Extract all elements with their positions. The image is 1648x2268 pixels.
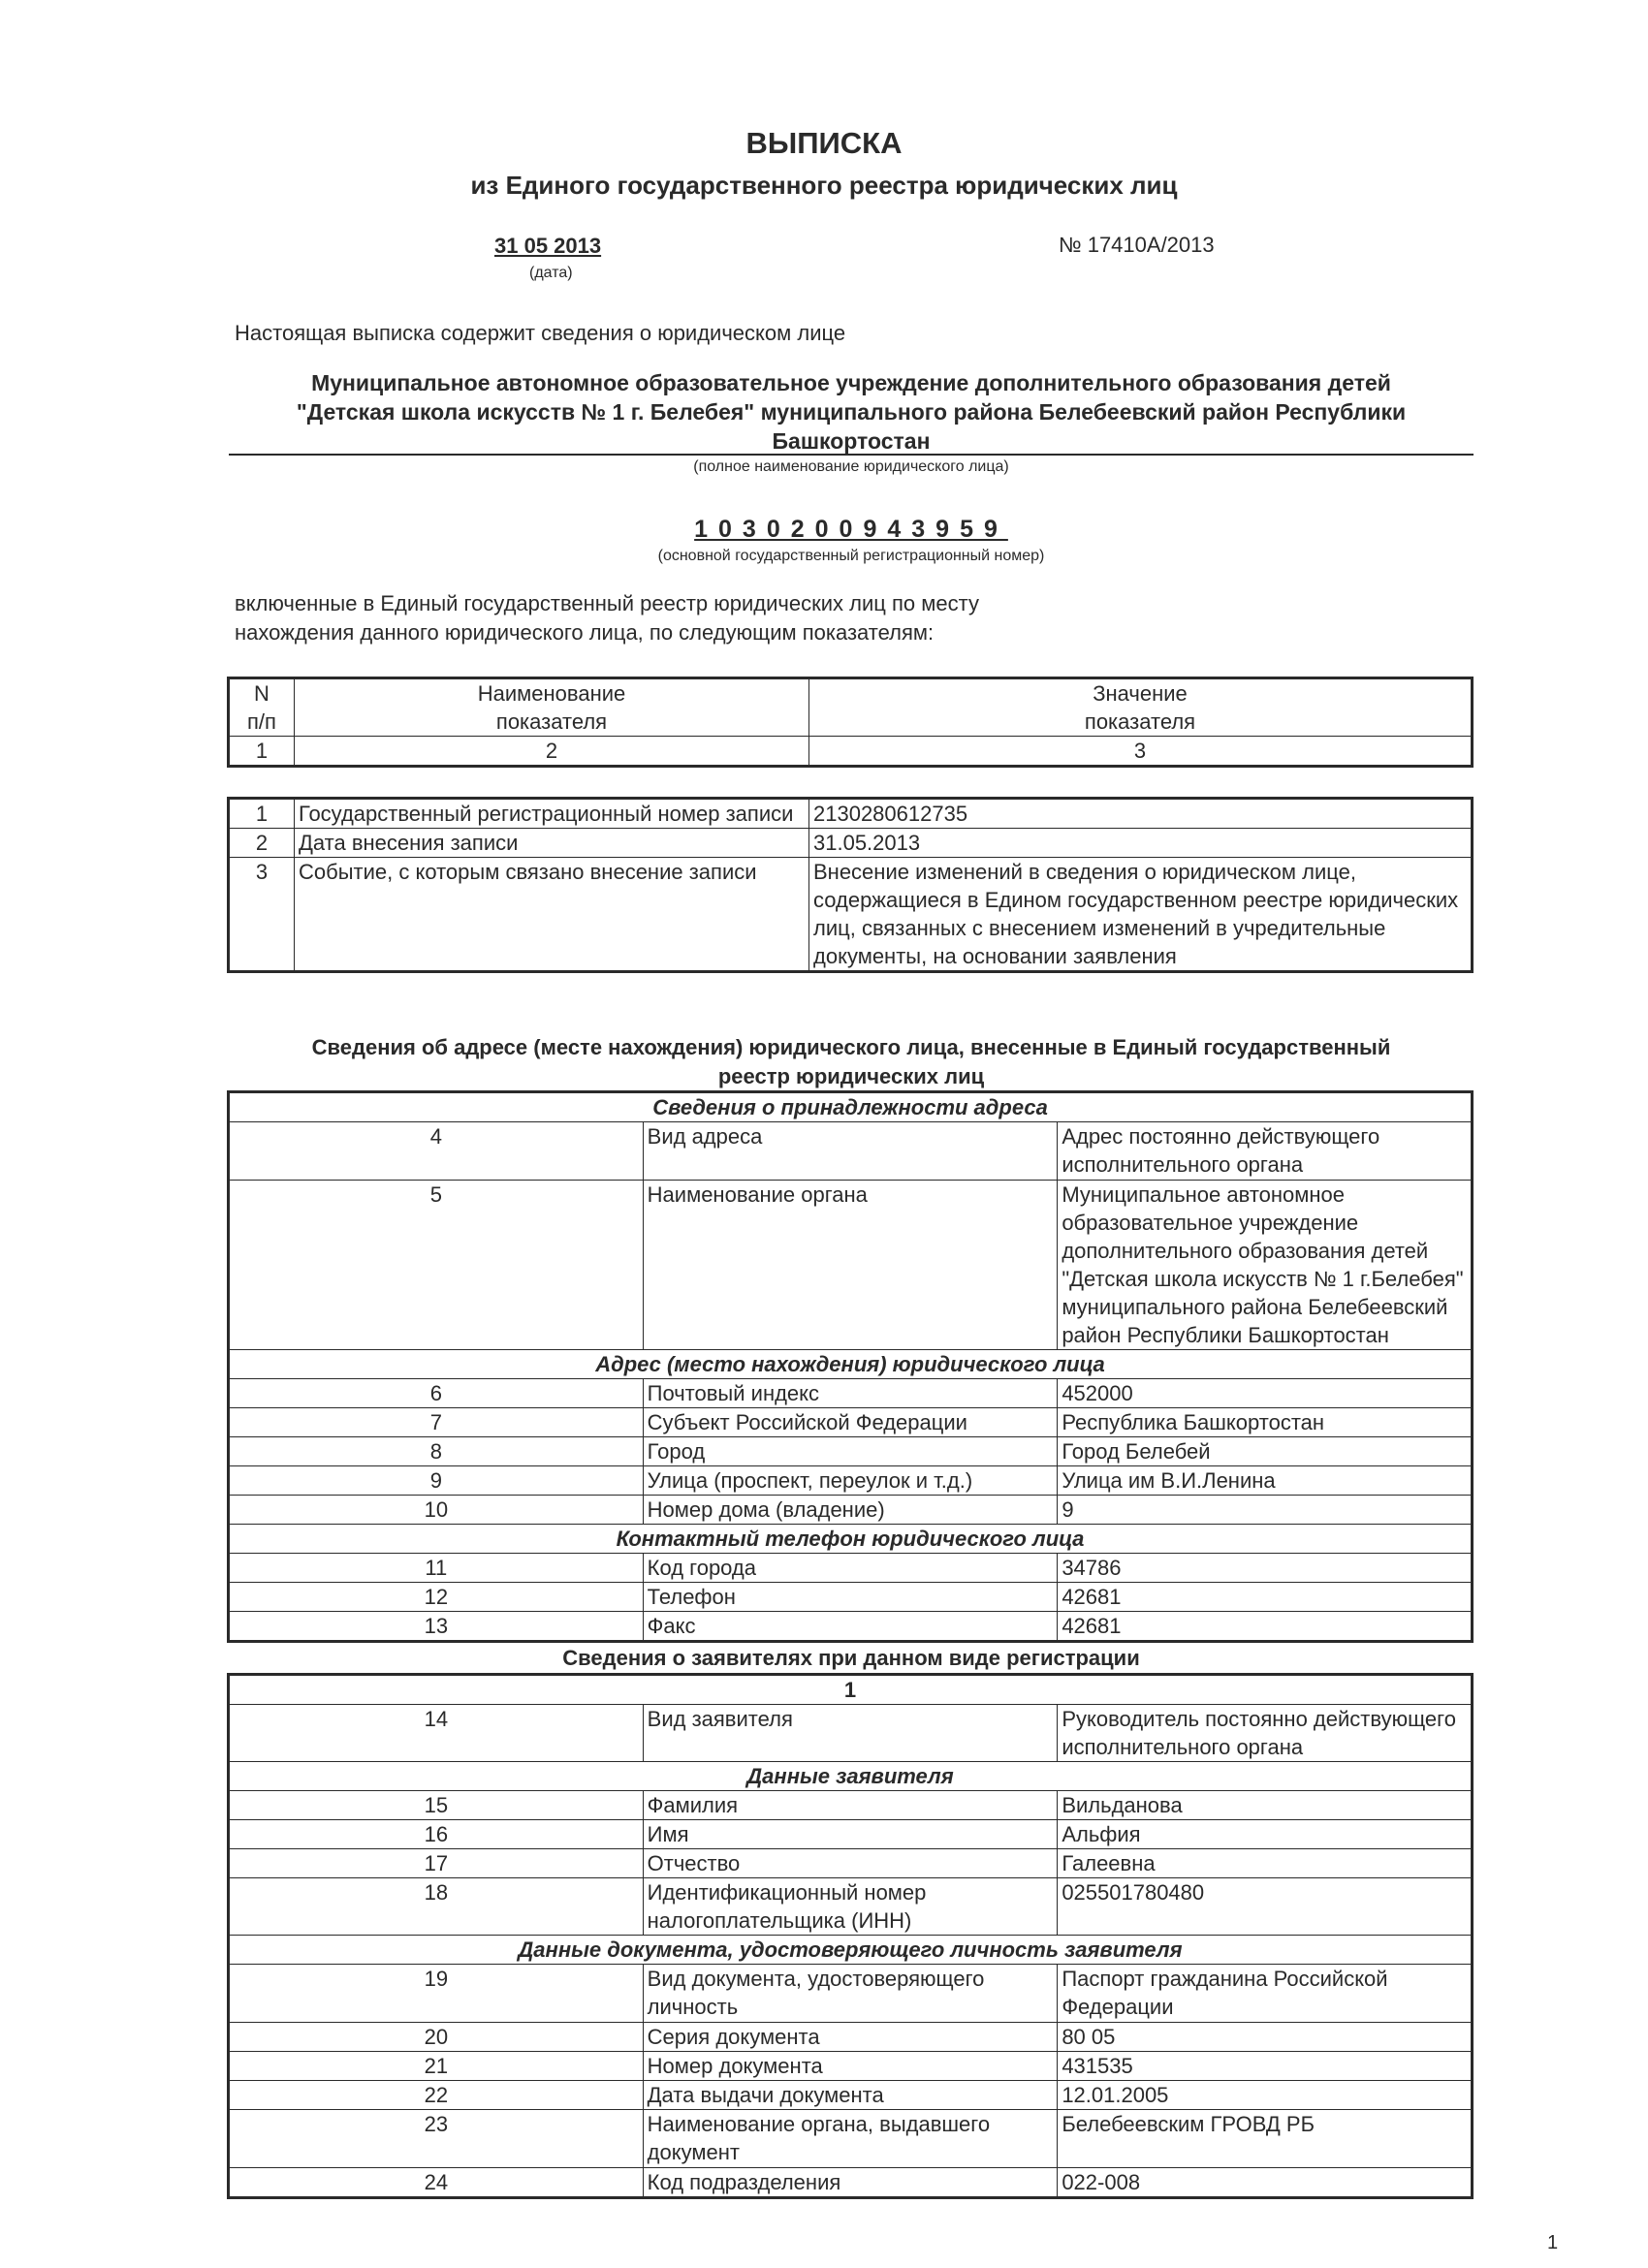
applicant-index: 1: [229, 1675, 1473, 1705]
indicator-value: 12.01.2005: [1058, 2081, 1473, 2110]
row-number: 7: [229, 1408, 644, 1437]
intro-text: Настоящая выписка содержит сведения о юридическом лице: [235, 321, 846, 345]
header-index-cell: 2: [295, 737, 809, 767]
record-table: [227, 797, 1474, 973]
row-number: 22: [229, 2081, 644, 2110]
date-caption: (дата): [529, 265, 573, 281]
table-row: [229, 1878, 1473, 1936]
row-number: 4: [229, 1122, 644, 1181]
row-number: 2: [229, 829, 295, 858]
table-row: [229, 1181, 1473, 1350]
indicator-name: Телефон: [643, 1583, 1058, 1612]
header-index-cell: 3: [809, 737, 1473, 767]
table-row: [229, 1965, 1473, 2023]
document-title: ВЫПИСКА: [745, 126, 903, 160]
indicator-name: Наименование органа, выдавшего документ: [643, 2110, 1058, 2168]
indicator-name: Государственный регистрационный номер записи: [295, 799, 809, 829]
entity-name-line: Муниципальное автономное образовательное учреждение дополнительного образования детей: [311, 370, 1391, 395]
issue-date: 31 05 2013: [494, 234, 602, 258]
table-row: [229, 1820, 1473, 1849]
row-number: 21: [229, 2052, 644, 2081]
indicator-value: 025501780480: [1058, 1878, 1473, 1936]
indicator-name: Вид документа, удостоверяющего личность: [643, 1965, 1058, 2023]
indicator-name: Город: [643, 1437, 1058, 1466]
subsection-header: Данные документа, удостоверяющего личность заявителя: [229, 1936, 1473, 1965]
table-row: [229, 858, 1473, 972]
entity-name-line: Башкортостан: [772, 428, 931, 454]
indicator-value: 42681: [1058, 1612, 1473, 1642]
row-number: 12: [229, 1583, 644, 1612]
indicator-value: Улица им В.И.Ленина: [1058, 1466, 1473, 1496]
table-row: [229, 2081, 1473, 2110]
indicator-value: 80 05: [1058, 2023, 1473, 2052]
table-row: [229, 1466, 1473, 1496]
inclusion-line: включенные в Единый государственный реестр юридических лиц по месту: [235, 591, 979, 615]
section-title-line: Сведения об адресе (месте нахождения) юридического лица, внесенные в Единый государственный: [311, 1035, 1391, 1059]
row-number: 15: [229, 1791, 644, 1820]
table-row: [229, 1379, 1473, 1408]
indicator-value: Руководитель постоянно действующего исполнительного органа: [1058, 1705, 1473, 1762]
indicator-value: 431535: [1058, 2052, 1473, 2081]
address-section-title: [229, 1033, 1474, 1091]
row-number: 6: [229, 1379, 644, 1408]
ogrn-caption: (основной государственный регистрационный номер): [657, 548, 1045, 564]
table-row: [229, 1122, 1473, 1181]
row-number: 14: [229, 1705, 644, 1762]
row-number: 3: [229, 858, 295, 972]
indicator-name: Отчество: [643, 1849, 1058, 1878]
indicator-name: Номер дома (владение): [643, 1496, 1058, 1525]
indicator-value: Паспорт гражданина Российской Федерации: [1058, 1965, 1473, 2023]
indicator-value: 42681: [1058, 1583, 1473, 1612]
row-number: 1: [229, 799, 295, 829]
table-row: [229, 2023, 1473, 2052]
indicator-value: Муниципальное автономное образовательное учреждение дополнительного образования детей "Детская школа искусств № 1 г.Белебея" муниципального района Белебеевский район Республики Башкортостан: [1058, 1181, 1473, 1350]
row-number: 23: [229, 2110, 644, 2168]
table-row: [229, 2168, 1473, 2198]
table-row: [229, 1612, 1473, 1642]
ogrn-number: 1030200943959: [694, 516, 1008, 543]
table-row: [229, 1849, 1473, 1878]
table-row: [229, 1496, 1473, 1525]
row-number: 10: [229, 1496, 644, 1525]
table-row: [229, 1554, 1473, 1583]
table-row: [229, 1437, 1473, 1466]
table-row: [229, 829, 1473, 858]
indicator-value: Альфия: [1058, 1820, 1473, 1849]
indicator-value: Вильданова: [1058, 1791, 1473, 1820]
indicator-name: Номер документа: [643, 2052, 1058, 2081]
header-cell: Наименование показателя: [295, 678, 809, 737]
indicator-value: 34786: [1058, 1554, 1473, 1583]
indicator-value: 452000: [1058, 1379, 1473, 1408]
entity-name-line: "Детская школа искусств № 1 г. Белебея" муниципального района Белебеевский район Республики: [296, 399, 1407, 425]
row-number: 19: [229, 1965, 644, 2023]
indicator-name: Идентификационный номер налогоплательщика (ИНН): [643, 1878, 1058, 1936]
row-number: 18: [229, 1878, 644, 1936]
inclusion-text: [235, 589, 1204, 647]
indicator-name: Код города: [643, 1554, 1058, 1583]
indicator-name: Дата выдачи документа: [643, 2081, 1058, 2110]
inclusion-line: нахождения данного юридического лица, по следующим показателям:: [235, 620, 935, 645]
underline-divider: [229, 454, 1474, 456]
indicator-value: Город Белебей: [1058, 1437, 1473, 1466]
row-number: 11: [229, 1554, 644, 1583]
table-row: [229, 1705, 1473, 1762]
subsection-header: Адрес (место нахождения) юридического лица: [229, 1350, 1473, 1379]
row-number: 16: [229, 1820, 644, 1849]
entity-name-caption: (полное наименование юридического лица): [693, 458, 1009, 475]
indicator-name: Почтовый индекс: [643, 1379, 1058, 1408]
columns-header-table: [227, 677, 1474, 768]
page-number: 1: [1547, 2232, 1559, 2253]
subsection-header: Контактный телефон юридического лица: [229, 1525, 1473, 1554]
applicant-section-title: Сведения о заявителях при данном виде регистрации: [562, 1646, 1140, 1670]
indicator-name: Наименование органа: [643, 1181, 1058, 1350]
indicator-name: Факс: [643, 1612, 1058, 1642]
indicator-value: Республика Башкортостан: [1058, 1408, 1473, 1437]
table-row: [229, 1583, 1473, 1612]
indicator-value: 31.05.2013: [809, 829, 1473, 858]
table-row: [229, 2052, 1473, 2081]
row-number: 5: [229, 1181, 644, 1350]
indicator-value: Внесение изменений в сведения о юридическом лице, содержащиеся в Едином государственном реестре юридических лиц, связанных с внесением изменений в учредительные документы, на основании заявления: [809, 858, 1473, 972]
document-number: № 17410А/2013: [1059, 233, 1215, 257]
row-number: 8: [229, 1437, 644, 1466]
indicator-value: Белебеевским ГРОВД РБ: [1058, 2110, 1473, 2168]
section-title-line: реестр юридических лиц: [717, 1064, 985, 1088]
indicator-value: 2130280612735: [809, 799, 1473, 829]
header-cell: N п/п: [229, 678, 295, 737]
indicator-name: Фамилия: [643, 1791, 1058, 1820]
table-row: [229, 2110, 1473, 2168]
indicator-value: 9: [1058, 1496, 1473, 1525]
row-number: 13: [229, 1612, 644, 1642]
indicator-name: Вид заявителя: [643, 1705, 1058, 1762]
table-row: [229, 1408, 1473, 1437]
row-number: 20: [229, 2023, 644, 2052]
table-row: [229, 799, 1473, 829]
row-number: 24: [229, 2168, 644, 2198]
indicator-value: Адрес постоянно действующего исполнительного органа: [1058, 1122, 1473, 1181]
indicator-name: Вид адреса: [643, 1122, 1058, 1181]
indicator-value: 022-008: [1058, 2168, 1473, 2198]
indicator-name: Событие, с которым связано внесение записи: [295, 858, 809, 972]
subsection-header: Сведения о принадлежности адреса: [229, 1092, 1473, 1122]
header-cell: Значение показателя: [809, 678, 1473, 737]
header-index-cell: 1: [229, 737, 295, 767]
entity-full-name: [229, 368, 1474, 456]
indicator-name: Улица (проспект, переулок и т.д.): [643, 1466, 1058, 1496]
indicator-value: Галеевна: [1058, 1849, 1473, 1878]
row-number: 9: [229, 1466, 644, 1496]
address-table: [227, 1090, 1474, 1643]
indicator-name: Имя: [643, 1820, 1058, 1849]
applicant-table: [227, 1673, 1474, 2199]
indicator-name: Код подразделения: [643, 2168, 1058, 2198]
subsection-header: Данные заявителя: [229, 1762, 1473, 1791]
indicator-name: Серия документа: [643, 2023, 1058, 2052]
indicator-name: Дата внесения записи: [295, 829, 809, 858]
table-row: [229, 1791, 1473, 1820]
document-subtitle: из Единого государственного реестра юридических лиц: [470, 171, 1178, 200]
row-number: 17: [229, 1849, 644, 1878]
indicator-name: Субъект Российской Федерации: [643, 1408, 1058, 1437]
